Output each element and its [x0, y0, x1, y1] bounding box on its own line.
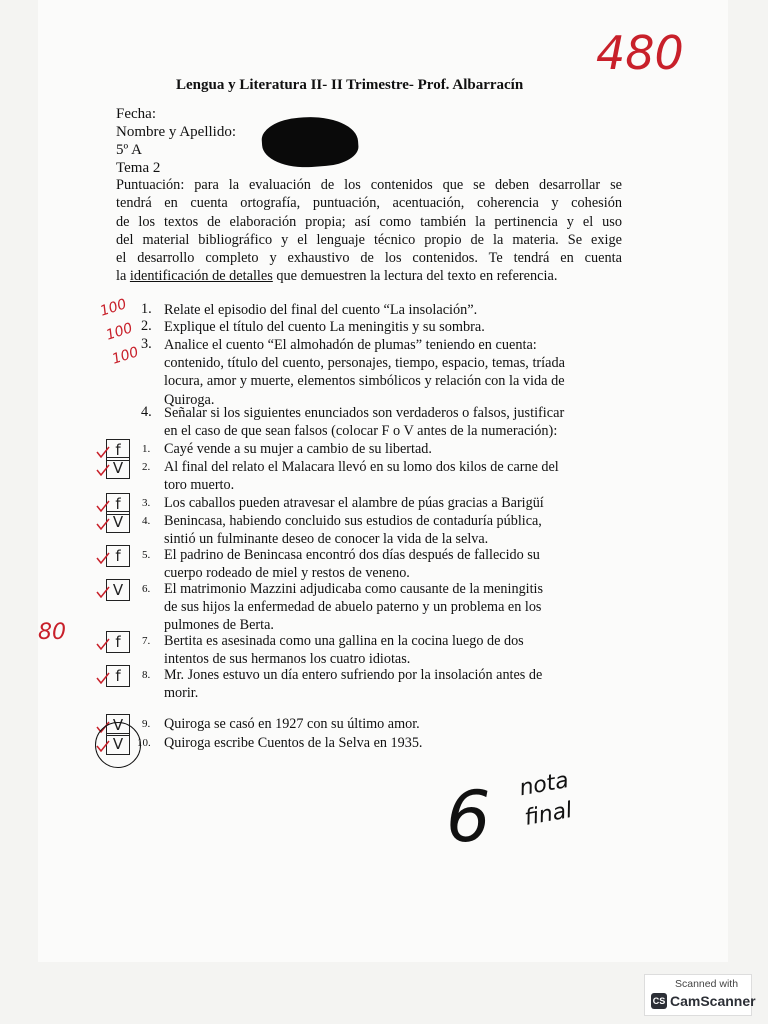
statement-number: 5.: [142, 549, 151, 561]
question-score: 100: [110, 344, 141, 368]
statement-number: 10.: [137, 737, 151, 749]
statement-text: Al final del relato el Malacara llevó en su lomo dos kilos de carne del toro muerto.: [164, 459, 559, 493]
checkmark-icon: [96, 586, 110, 598]
circle-mark: [95, 722, 141, 768]
checkmark-icon: [96, 672, 110, 684]
question-score: 100: [104, 320, 135, 344]
question-text: Relate el episodio del final del cuento “La insolación”.: [164, 302, 478, 318]
statement-text: El padrino de Benincasa encontró dos días después de fallecido su cuerpo rodeado de miel y restos de veneno.: [164, 547, 540, 581]
checkmark-icon: [96, 518, 110, 530]
question-score: 100: [98, 296, 129, 320]
answer-box: f: [106, 439, 130, 461]
statement-text: Quiroga se casó en 1927 con su último amor.: [164, 716, 420, 732]
answer-box: f: [106, 545, 130, 567]
answer-box: V: [106, 511, 130, 533]
camscanner-watermark: Scanned with CS CamScanner: [644, 974, 752, 1016]
statement-number: 4.: [142, 515, 151, 527]
answer-box: V: [106, 457, 130, 479]
course-label: 5º A: [116, 142, 142, 158]
final-grade: 6: [446, 776, 491, 858]
fecha-label: Fecha:: [116, 106, 156, 122]
answer-box: V: [106, 579, 130, 601]
grading-instructions: Puntuación: para la evaluación de los contenidos que se deben desarrollar se tendrá en cuenta ortografía, puntuación, acentuación, coherencia y cohesión de los textos de elaboración propia; así como también la pertinencia y el uso del material bibliográfico y el lenguaje técnico propio de la materia. Se exige el desarrollo completo y exhaustivo de los contenidos. Te tendrá en cuenta la identificación de detalles que demuestren la lectura del texto en referencia.: [116, 177, 622, 285]
statement-number: 2.: [142, 461, 151, 473]
grade-note: nota final: [517, 768, 575, 831]
statement-text: Los caballos pueden atravesar el alambre de púas gracias a Barigüí: [164, 495, 544, 511]
statement-text: Bertita es asesinada como una gallina en la cocina luego de dos intentos de sus hermanos los cuatro idiotas.: [164, 633, 524, 667]
question-number: 1.: [141, 301, 152, 317]
topic-label: Tema 2: [116, 160, 161, 176]
statement-text: Cayé vende a su mujer a cambio de su libertad.: [164, 441, 432, 457]
statement-text: Mr. Jones estuvo un día entero sufriendo por la insolación antes de morir.: [164, 667, 543, 701]
checkmark-icon: [96, 638, 110, 650]
statement-number: 1.: [142, 443, 151, 455]
total-score: 480: [596, 26, 684, 80]
statement-number: 9.: [142, 718, 151, 730]
statement-text: El matrimonio Mazzini adjudicaba como causante de la meningitis de sus hijos la enfermedad de abuelo paterno y un problema en los pulmones de Berta.: [164, 581, 544, 633]
checkmark-icon: [96, 464, 110, 476]
question-text: Señalar si los siguientes enunciados son verdaderos o falsos, justificar en el caso de que sean falsos (colocar F o V antes de la numeración):: [164, 405, 565, 440]
question-text: Analice el cuento “El almohadón de plumas” teniendo en cuenta: contenido, título del cuento, personajes, tiempo, espacio, temas, tríada locura, amor y muerte, elementos simbólicos y relación con la vida de Quiroga.: [164, 337, 565, 408]
statement-number: 3.: [142, 497, 151, 509]
statement-text: Benincasa, habiendo concluido sus estudios de contaduría pública, sintió un fulminante deseo de conocer la vida de la selva.: [164, 513, 542, 547]
checkmark-icon: [96, 552, 110, 564]
answer-box: f: [106, 493, 130, 515]
question-number: 3.: [141, 336, 152, 352]
answer-box: f: [106, 631, 130, 653]
name-label: Nombre y Apellido:: [116, 124, 236, 140]
statement-number: 7.: [142, 635, 151, 647]
answer-box: V: [106, 733, 130, 755]
question-number: 2.: [141, 318, 152, 334]
statement-number: 6.: [142, 583, 151, 595]
question-number: 4.: [141, 404, 152, 420]
answer-box: f: [106, 665, 130, 687]
section4-score: 80: [38, 620, 66, 645]
question-text: Explique el título del cuento La meningitis y su sombra.: [164, 319, 485, 335]
underlined-phrase: identificación de detalles: [129, 268, 273, 285]
answer-box: V: [106, 714, 130, 736]
exam-title: Lengua y Literatura II- II Trimestre- Prof. Albarracín: [176, 77, 524, 93]
camscanner-logo-icon: CS: [651, 993, 667, 1009]
statement-text: Quiroga escribe Cuentos de la Selva en 1935.: [164, 735, 423, 751]
statement-number: 8.: [142, 669, 151, 681]
